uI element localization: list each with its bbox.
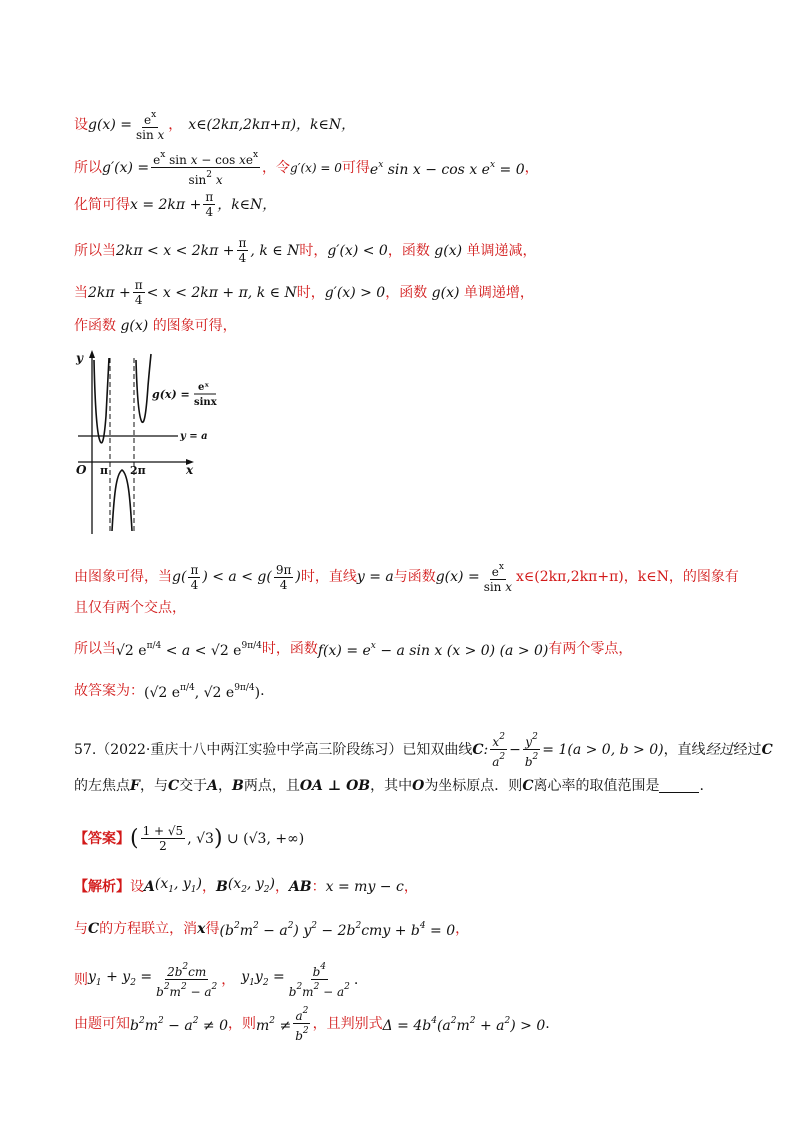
question-57-line-2: 的左焦点 F ，与 C 交于 A ， B 两点，且 OA ⊥ OB ，其中 O 为坐标原点．则 C 离心率的取值范围是 . <box>74 778 704 794</box>
curve-branch-1 <box>94 358 109 443</box>
analysis-line-3: 则 $y_1 + y_2$ = $\frac{2b^2cm}{b^2m^2 - a^2}$ ， $y_1y_2$ = $\frac{b^4}{b^2m^2 - a^2}$ . <box>74 962 359 999</box>
analysis-line-1: 【解析】 设 A ($x_1$, $y_1$) ， B ($x_2$, $y_2$) ， AB ： x = my − c ， <box>74 876 418 895</box>
analysis-label: 【解析】 <box>74 879 130 895</box>
curve-label: g(x) = <box>152 388 190 401</box>
question-57-line-1: 57.（2022·重庆十八中两江实验中学高三阶段练习）已知双曲线 C : $\frac{x^2}{a^2}$ − $\frac{y^2}{b^2}$ = 1(a > 0, b > 0) ，直线 经过 经过 C <box>74 732 773 769</box>
analysis-line-2: 与 C 的方程联立，消 x 得 $(b^2m^2 - a^2) y^2 - 2b^2cmy + b^4 = 0$ ， <box>74 920 470 939</box>
answer-line: 【答案】 ( $\frac{1 + √5}{2}$ , √3 ) ∪ (√3, +∞) <box>74 824 305 853</box>
line-9: 所以当 √2 $e^{\pi/4} < a < √2$ $e^{9\pi/4}$ 时，函数 $f(x) = e^x - a$ sin x (x > 0) (a > 0) 有两个零点， <box>74 640 633 659</box>
analysis-line-4: 由题可知 $b^2m^2 - a^2 \ne 0$ ，则 $m^2$ ≠ $\frac{a^2}{b^2}$ ，且判别式 $\Delta = 4b^4(a^2m^2 + a^2) > 0$ . <box>74 1006 550 1043</box>
line-3: 化简可得 x = 2kπ + $\frac{\pi}{4}$ ，k∈N， <box>74 190 277 219</box>
curve-label-numerator: eˣ <box>198 382 210 393</box>
line-7: 由图象可得，当 g( $\frac{\pi}{4}$ ) < a < g( $\frac{9\pi}{4}$ ) 时，直线 y = a 与函数 g(x) = $\frac{e^x}{\text{sin x}}$ x∈(2kπ,2kπ+π)，k∈N，的图象有 <box>74 562 739 594</box>
line-1: 设 g(x) = $\frac{e^x}{\text{sin x}}$ ， x∈(2kπ,2kπ+π)，k∈N， <box>74 110 356 142</box>
tick-2pi-label: 2π <box>130 464 146 477</box>
line-6: 作函数 g(x) 的图象可得， <box>74 318 237 334</box>
curve-label-denominator: sinx <box>194 397 217 408</box>
line-8: 且仅有两个交点， <box>74 600 186 616</box>
y-axis-arrow <box>89 350 95 358</box>
curve-branch-2 <box>136 354 151 422</box>
y-axis-label: y <box>76 351 83 365</box>
line-y-eq-a-label: y = a <box>180 431 208 442</box>
line-5: 当 2kπ + $\frac{\pi}{4}$ < x < 2kπ + π, k ∈ N 时， g′(x) > 0 ，函数 g(x) 单调递增， <box>74 278 534 307</box>
x-axis-label: x <box>186 463 194 477</box>
line-4: 所以当 2kπ < x < 2kπ + $\frac{\pi}{4}$ , k ∈ N 时， g′(x) < 0 ，函数 g(x) 单调递减， <box>74 236 537 265</box>
tick-pi-label: π <box>100 464 109 477</box>
answer-blank <box>659 780 699 793</box>
curve-branch-negative <box>112 470 132 531</box>
function-graph <box>70 346 220 536</box>
origin-label: O <box>76 463 87 477</box>
line-2: 所以 g′(x) = $\frac{e^x \sin x - \cos xe^x}{\sin^2 x}$ ，令 g′(x) = 0 可得 $e^x$ sin x − cos x $e^x = 0$ ， <box>74 150 539 187</box>
line-10: 故答案为： (√2 $e^{\pi/4}$, √2 $e^{9\pi/4}$) . <box>74 682 265 701</box>
answer-label: 【答案】 <box>74 830 130 847</box>
